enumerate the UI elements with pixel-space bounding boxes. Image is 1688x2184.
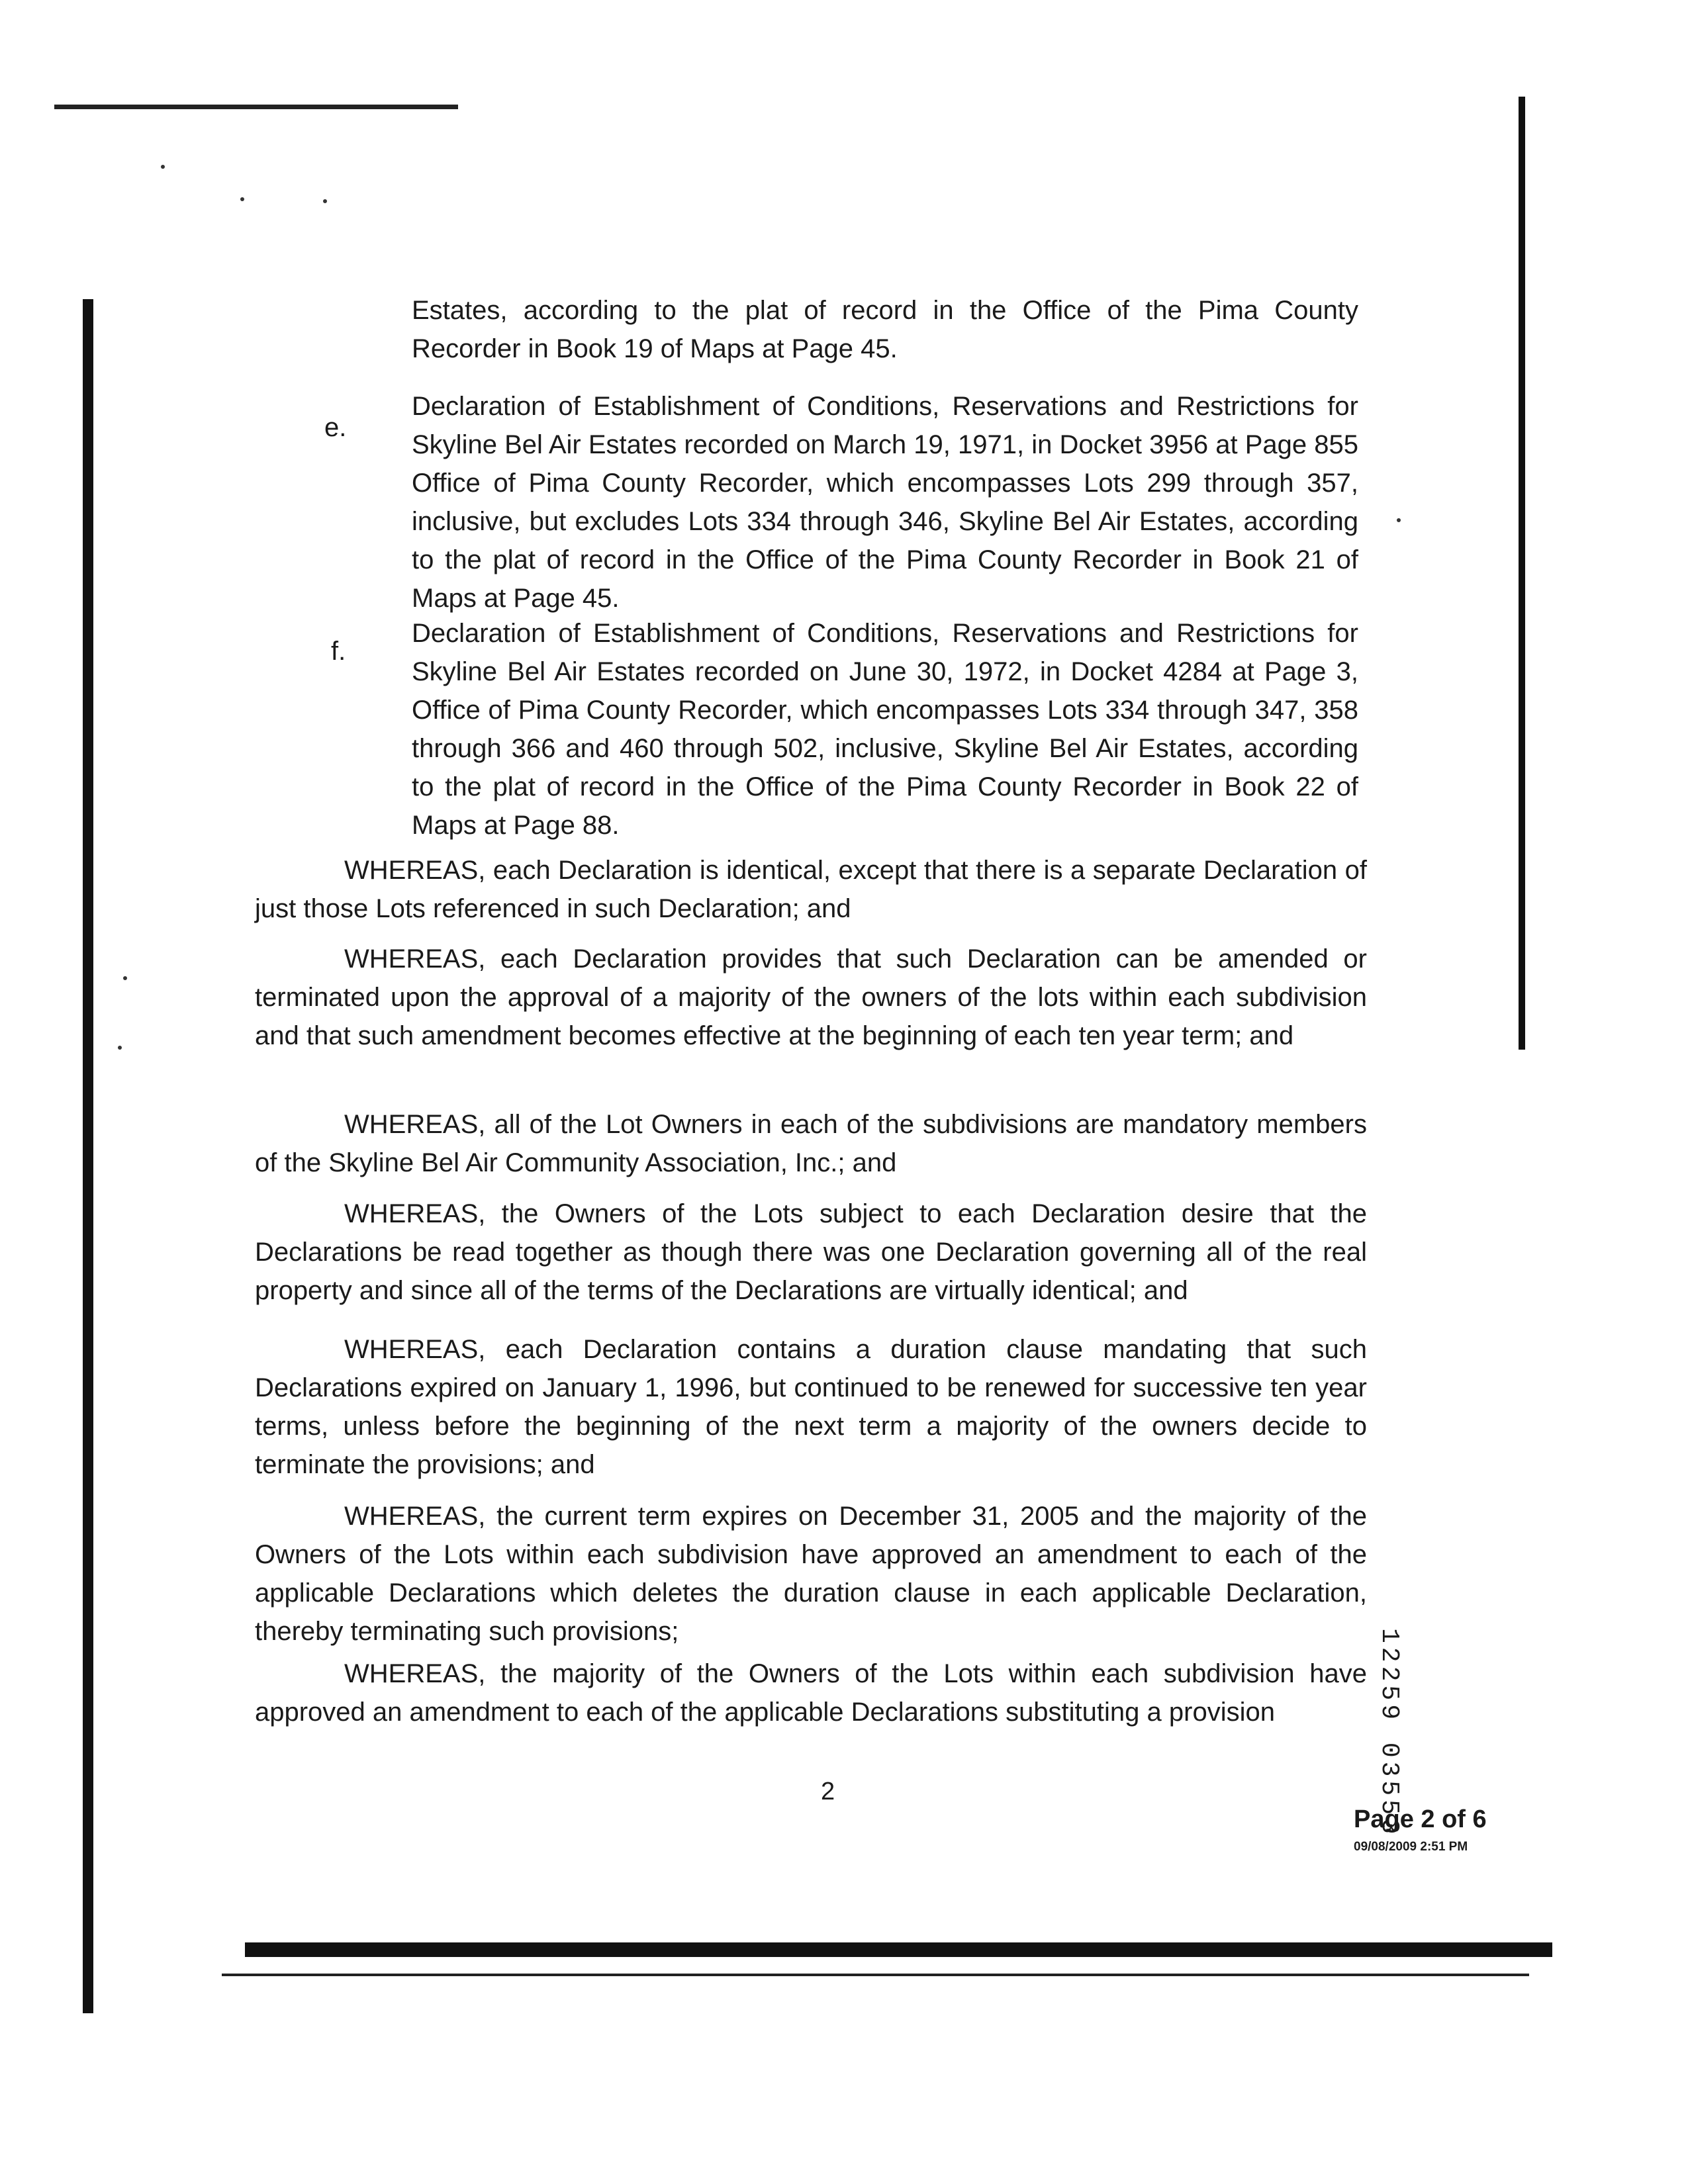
paragraph-text: WHEREAS, the Owners of the Lots subject to each Declaration desire that the Declarations be read together as though there was one Declaration governing all of the real property and since all of the terms of the Declarations are virtually identical; and [255, 1199, 1367, 1305]
paragraph-text: WHEREAS, all of the Lot Owners in each of the subdivisions are mandatory members of the Skyline Bel Air Community Association, Inc.; and [255, 1110, 1367, 1177]
scan-speck [123, 976, 127, 980]
scan-speck [161, 165, 165, 169]
paragraph-text: WHEREAS, each Declaration contains a duration clause mandating that such Declarations expired on January 1, 1996, but continued to be renewed for successive ten year terms, unless before the beginning of the next term a majority of the owners decide to terminate the provisions; and [255, 1335, 1367, 1479]
list-item-continued: Estates, according to the plat of record in the Office of the Pima County Recorder in Book 19 of Maps at Page 45. [412, 296, 1358, 363]
whereas-paragraph [255, 851, 1367, 928]
whereas-paragraph [255, 1195, 1367, 1310]
scan-rule-bottom-thick [245, 1942, 1552, 1957]
list-item-f: Declaration of Establishment of Conditions, Reservations and Restrictions for Skyline Bel Air Estates recorded on June 30, 1972, in Docket 4284 at Page 3, Office of Pima County Recorder, which encompasses Lots 334 through 347, 358 through 366 and 460 through 502, inclusive, Skyline Bel Air Estates, according to the plat of record in the Office of the Pima County Recorder in Book 22 of Maps at Page 88. [412, 619, 1358, 840]
scan-rule-bottom-thin [222, 1974, 1529, 1976]
paragraph-text: WHEREAS, the majority of the Owners of the Lots within each subdivision have approved an amendment to each of the applicable Declarations substituting a provision [255, 1659, 1367, 1727]
scan-speck [240, 197, 244, 201]
whereas-paragraph [255, 940, 1367, 1055]
whereas-paragraph [255, 1655, 1367, 1731]
page-number: 2 [821, 1778, 835, 1805]
docket-number: 12259 03553 [1375, 1628, 1403, 1838]
whereas-paragraph [255, 1497, 1367, 1651]
list-item-e: Declaration of Establishment of Conditions, Reservations and Restrictions for Skyline Bel Air Estates recorded on March 19, 1971, in Docket 3956 at Page 855 Office of Pima County Recorder, which encompasses Lots 299 through 357, inclusive, but excludes Lots 334 through 346, Skyline Bel Air Estates, according to the plat of record in the Office of the Pima County Recorder in Book 21 of Maps at Page 45. [412, 392, 1358, 613]
page-count-stamp: Page 2 of 6 [1354, 1805, 1487, 1833]
list-marker-f: f. [331, 637, 346, 666]
scan-rule-top [54, 105, 458, 109]
scan-bar-right [1519, 97, 1525, 1050]
scan-speck [1397, 518, 1401, 522]
scan-speck [323, 199, 327, 203]
whereas-paragraph [255, 1330, 1367, 1484]
list-marker-e: e. [324, 413, 347, 442]
print-timestamp: 09/08/2009 2:51 PM [1354, 1840, 1468, 1854]
scan-bar-left [83, 299, 93, 2013]
scan-speck [118, 1046, 122, 1050]
paragraph-text: WHEREAS, the current term expires on December 31, 2005 and the majority of the Owners of the Lots within each subdivision have approved an amendment to each of the applicable Declarations which deletes the duration clause in each applicable Declaration, thereby terminating such provisions; [255, 1502, 1367, 1646]
whereas-paragraph [255, 1105, 1367, 1182]
paragraph-text: WHEREAS, each Declaration is identical, except that there is a separate Declaration of just those Lots referenced in such Declaration; and [255, 856, 1367, 923]
paragraph-text: WHEREAS, each Declaration provides that such Declaration can be amended or terminated upon the approval of a majority of the owners of the lots within each subdivision and that such amendment becomes effective at the beginning of each ten year term; and [255, 944, 1367, 1050]
